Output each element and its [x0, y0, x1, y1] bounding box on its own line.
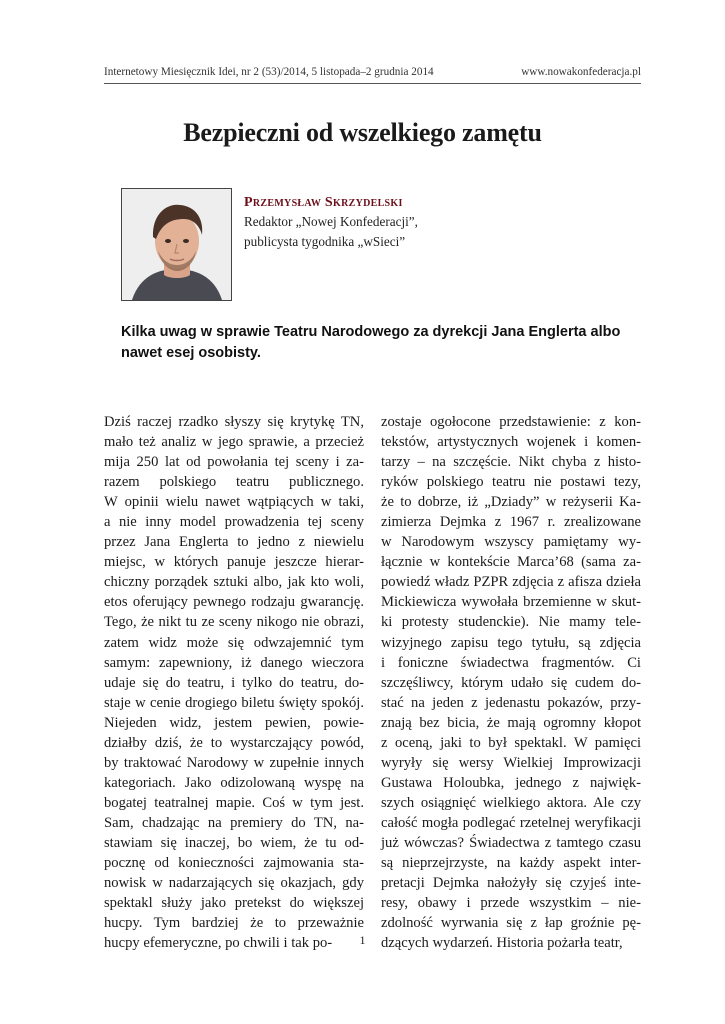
- body-line: ryków polskiego teatru nie postawi tezy,: [381, 474, 641, 491]
- body-line: wizyjnego zapisu tego tytułu, są zdjęcia: [381, 634, 641, 651]
- body-line: resy, obawy i przede wszystkim – nie-: [381, 895, 641, 912]
- body-line: nowisk w nadarzających się okazjach, gdy: [104, 875, 364, 892]
- body-line: przez Jana Englerta to jedno z niewielu: [104, 534, 364, 551]
- body-line: znają bez bicia, że mają ogromny kłopot: [381, 714, 641, 731]
- body-line: Mickiewicza wywołała brzemienne w skut-: [381, 594, 641, 611]
- header-rule: [104, 83, 641, 84]
- body-line: Niejeden widz, jestem pewien, powie-: [104, 714, 364, 731]
- body-line: zdolność wyrwania się z łap groźnie pę-: [381, 915, 641, 932]
- body-line: z oceną, jaki to był spektakl. W pamięci: [381, 734, 641, 751]
- author-photo: [121, 188, 232, 301]
- article-title: Bezpieczni od wszelkiego zamętu: [183, 118, 542, 147]
- body-line: udaje się do teatru, i tylko do teatru, do-: [104, 674, 364, 691]
- body-line: Tego, że nikt tu ze sceny nikogo nie obrazi,: [104, 614, 364, 631]
- body-line: dzących wydarzeń. Historia pożarła teatr,: [381, 935, 623, 952]
- body-line: Gustawa Holoubka, jednego z najwięk-: [381, 774, 641, 791]
- body-line: stać na jeden z jedenastu pokazów, przy-: [381, 694, 641, 711]
- body-line: staje w cenie drogiego biletu święty spokój.: [104, 694, 364, 711]
- body-line: zimierza Dejmka z 1967 r. zrealizowane: [381, 514, 641, 531]
- body-line: mało też analiz w jego sprawie, a przecież: [104, 434, 364, 451]
- header-publication-info: Internetowy Miesięcznik Idei, nr 2 (53)/2014, 5 listopada–2 grudnia 2014: [104, 66, 434, 78]
- body-line: razem polskiego teatru publicznego.: [104, 474, 364, 491]
- lead-line-1: Kilka uwag w sprawie Teatru Narodowego za dyrekcji Jana Englerta albo: [121, 324, 621, 340]
- body-line: pretacji Dejmka nałożyły się czyjeś inte-: [381, 875, 641, 892]
- body-column-left: [104, 412, 364, 953]
- body-line: szych osiągnięć wielkiego aktora. Ale czy: [381, 794, 641, 811]
- body-line: tekstów, artystycznych wojenek i komen-: [381, 434, 641, 451]
- body-line: chiczny porządek sztuki albo, jak kto woli,: [104, 574, 364, 591]
- body-line: że to dobrze, iż „Dziady” w reżyserii Ka-: [381, 494, 641, 511]
- body-line: Dziś raczej rzadko słyszy się krytykę TN,: [104, 414, 364, 430]
- body-line: etos oferujący pewnego rodzaju gwarancję.: [104, 594, 364, 611]
- body-line: zatem widz może się odwzajemnić tym: [104, 634, 364, 651]
- running-header: [104, 66, 641, 84]
- body-line: mija 250 lat od powołania tej sceny i za-: [104, 454, 364, 471]
- body-line: pocznę od konieczności zajmowania sta-: [104, 855, 364, 872]
- body-line: całość mogła podlegać rzetelnej weryfikacji: [381, 814, 641, 831]
- body-line: tarzy – na szczęście. Nikt chyba z histo-: [381, 454, 641, 471]
- author-block: [244, 195, 418, 251]
- body-line: bogatej teatralnej mapie. Coś w tym jest.: [104, 794, 364, 811]
- article-lead: [121, 322, 641, 364]
- body-line: i foniczne świadectwa fragmentów. Ci: [381, 654, 641, 671]
- body-line: zostaje ogołocone przedstawienie: z kon-: [381, 414, 641, 430]
- page-number: 1: [359, 933, 366, 947]
- body-line: a nie inny model prowadzenia tej sceny: [104, 514, 364, 531]
- body-line: w Narodowym wszyscy pamiętamy wy-: [381, 534, 641, 551]
- body-line: kategoriach. Jako odizolowaną wyspę na: [104, 774, 364, 791]
- author-name: Przemysław Skrzydelski: [244, 195, 403, 210]
- body-line: już wówczas? Świadectwa z tamtego czasu: [381, 834, 641, 851]
- body-line: łącznie w kontekście Marca’68 (sama za-: [381, 554, 641, 571]
- author-role-line-1: Redaktor „Nowej Konfederacji”,: [244, 214, 418, 229]
- body-line: stawiam się inaczej, bo wiem, że tu od-: [104, 834, 364, 851]
- body-line: działby dziś, że to wystarczający powód,: [104, 734, 364, 751]
- author-role-line-2: publicysta tygodnika „wSieci”: [244, 234, 406, 249]
- body-line: by traktować Narodowy w zupełnie innych: [104, 754, 364, 771]
- body-line: samym: zapewniony, iż danego wieczora: [104, 654, 364, 671]
- body-line: hucpy efemeryczne, po chwili i tak po-: [104, 935, 333, 952]
- body-line: szczęśliwcy, którym udało się cudem do-: [381, 674, 641, 691]
- body-line: W opinii wielu nawet wątpiących w taki,: [104, 494, 364, 511]
- body-line: hucpy. Tym bardziej że to przeważnie: [104, 915, 364, 932]
- lead-line-2: nawet esej osobisty.: [121, 345, 261, 361]
- body-line: miejsc, w których panuje jeszcze hierar-: [104, 554, 364, 571]
- body-line: wyryły się wersy Wielkiej Improwizacji: [381, 754, 641, 771]
- body-line: spektakl służy jako pretekst do większej: [104, 895, 364, 912]
- body-line: ki protesty studenckie). Nie mamy tele-: [381, 614, 641, 631]
- body-line: Sam, chadzając na premiery do TN, na-: [104, 814, 364, 831]
- body-column-right: [381, 412, 641, 953]
- header-website: www.nowakonfederacja.pl: [521, 66, 641, 78]
- body-line: są nieprzejrzyste, na każdy aspekt inter-: [381, 855, 641, 872]
- body-line: powiedź władz PZPR zdjęcia z afisza dzieła: [381, 574, 641, 591]
